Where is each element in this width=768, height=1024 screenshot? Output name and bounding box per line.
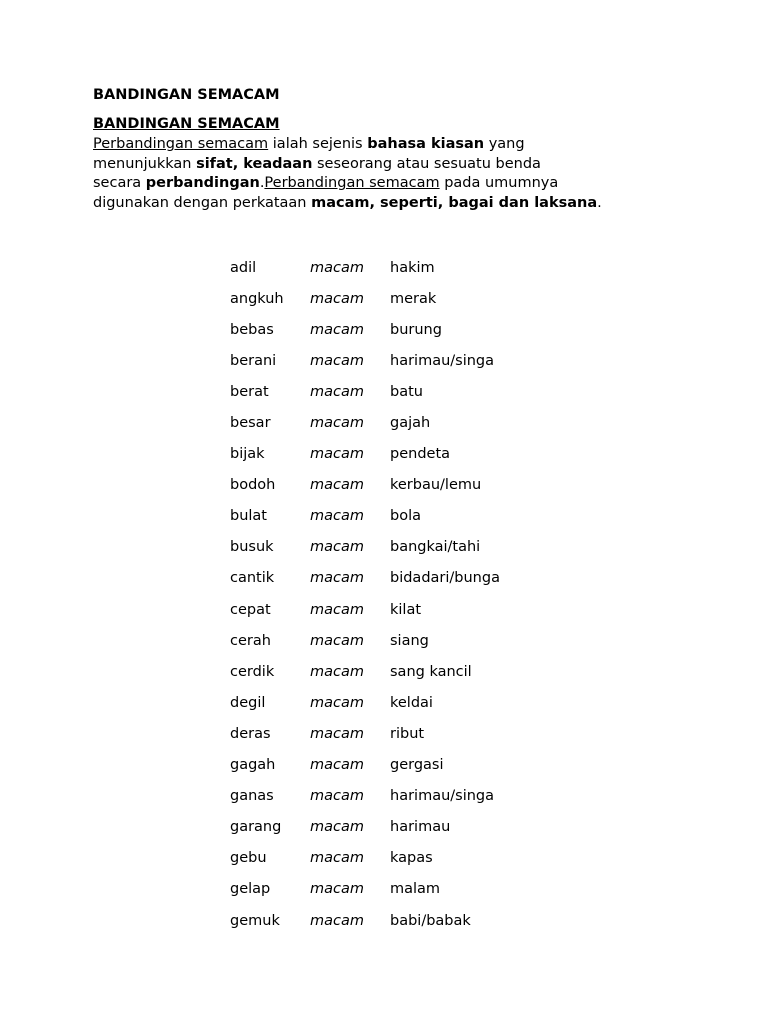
simile-adjective: berat — [230, 383, 269, 400]
simile-adjective: cepat — [230, 601, 271, 618]
simile-comparison: sang kancil — [390, 663, 472, 680]
simile-adjective: busuk — [230, 539, 274, 556]
simile-adjective: gemuk — [230, 912, 280, 929]
simile-adjective: gagah — [230, 757, 276, 774]
simile-connector: macam — [310, 912, 364, 929]
simile-connector: macam — [310, 352, 364, 369]
simile-connector: macam — [310, 601, 364, 618]
simile-row — [230, 781, 590, 812]
intro-text: digunakan dengan perkataan — [93, 194, 312, 211]
intro-term-2: Perbandingan semacam — [264, 175, 440, 192]
simile-adjective: gebu — [230, 850, 267, 867]
simile-row — [230, 314, 590, 345]
simile-comparison: burung — [390, 321, 442, 338]
simile-row — [230, 718, 590, 749]
simile-connector: macam — [310, 477, 364, 494]
simile-row — [230, 750, 590, 781]
simile-adjective: ganas — [230, 788, 274, 805]
simile-comparison: keldai — [390, 694, 433, 711]
simile-adjective: besar — [230, 415, 271, 432]
simile-connector: macam — [310, 570, 364, 587]
simile-connector: macam — [310, 757, 364, 774]
simile-comparison: gajah — [390, 415, 431, 432]
simile-comparison: malam — [390, 881, 441, 898]
simile-row — [230, 439, 590, 470]
document-title: BANDINGAN SEMACAM — [93, 87, 280, 103]
simile-row — [230, 812, 590, 843]
simile-row — [230, 656, 590, 687]
simile-connector: macam — [310, 850, 364, 867]
simile-row — [230, 376, 590, 407]
simile-connector: macam — [310, 694, 364, 711]
simile-comparison: kapas — [390, 850, 433, 867]
intro-text: secara — [93, 175, 146, 192]
simile-connector: macam — [310, 881, 364, 898]
simile-row — [230, 532, 590, 563]
section-heading: BANDINGAN SEMACAM — [93, 116, 280, 132]
simile-connector: macam — [310, 539, 364, 556]
simile-row — [230, 874, 590, 905]
simile-connector: macam — [310, 383, 364, 400]
simile-comparison: hakim — [390, 259, 435, 276]
simile-adjective: deras — [230, 725, 271, 742]
intro-paragraph — [93, 135, 693, 213]
intro-bold: perbandingan — [145, 175, 260, 192]
simile-table — [230, 252, 590, 936]
simile-comparison: siang — [390, 632, 429, 649]
simile-adjective: bijak — [230, 446, 265, 463]
simile-adjective: adil — [230, 259, 257, 276]
simile-row — [230, 283, 590, 314]
simile-comparison: bola — [390, 508, 421, 525]
simile-comparison: merak — [390, 290, 437, 307]
intro-text: seseorang atau sesuatu benda — [312, 155, 541, 172]
simile-connector: macam — [310, 446, 364, 463]
simile-connector: macam — [310, 415, 364, 432]
intro-bold: sifat, keadaan — [196, 155, 313, 172]
intro-text: . — [597, 194, 602, 211]
simile-comparison: batu — [390, 383, 423, 400]
simile-connector: macam — [310, 259, 364, 276]
simile-comparison: kilat — [390, 601, 422, 618]
simile-row — [230, 470, 590, 501]
simile-comparison: pendeta — [390, 446, 451, 463]
intro-text: menunjukkan — [93, 155, 197, 172]
intro-bold: macam, seperti, bagai dan laksana — [311, 194, 598, 211]
simile-table-body — [230, 252, 590, 936]
simile-comparison: babi/babak — [390, 912, 471, 929]
simile-row — [230, 625, 590, 656]
intro-bold: bahasa kiasan — [367, 136, 485, 152]
simile-connector: macam — [310, 321, 364, 338]
simile-comparison: gergasi — [390, 757, 444, 774]
simile-connector: macam — [310, 725, 364, 742]
simile-comparison: harimau/singa — [390, 788, 495, 805]
simile-comparison: harimau/singa — [390, 352, 495, 369]
simile-adjective: garang — [230, 819, 282, 836]
simile-adjective: cantik — [230, 570, 275, 587]
simile-comparison: ribut — [390, 725, 425, 742]
intro-text: . — [259, 175, 265, 192]
simile-adjective: cerah — [230, 632, 271, 649]
simile-row — [230, 905, 590, 936]
simile-row — [230, 687, 590, 718]
simile-row — [230, 407, 590, 438]
simile-connector: macam — [310, 663, 364, 680]
simile-adjective: bulat — [230, 508, 267, 525]
simile-row — [230, 843, 590, 874]
simile-comparison: harimau — [390, 819, 451, 836]
intro-text: ialah sejenis — [268, 136, 368, 152]
simile-connector: macam — [310, 819, 364, 836]
simile-adjective: gelap — [230, 881, 271, 898]
simile-adjective: cerdik — [230, 663, 275, 680]
simile-connector: macam — [310, 788, 364, 805]
simile-adjective: berani — [230, 352, 277, 369]
intro-text: yang — [484, 136, 525, 152]
simile-comparison: bidadari/bunga — [390, 570, 500, 587]
simile-connector: macam — [310, 508, 364, 525]
simile-row — [230, 501, 590, 532]
simile-row — [230, 252, 590, 283]
simile-adjective: degil — [230, 694, 266, 711]
intro-text: pada umumnya — [439, 175, 559, 192]
simile-row — [230, 563, 590, 594]
simile-adjective: bodoh — [230, 477, 276, 494]
simile-connector: macam — [310, 290, 364, 307]
simile-comparison: bangkai/tahi — [390, 539, 481, 556]
simile-connector: macam — [310, 632, 364, 649]
simile-row — [230, 594, 590, 625]
simile-adjective: bebas — [230, 321, 274, 338]
simile-adjective: angkuh — [230, 290, 284, 307]
simile-comparison: kerbau/lemu — [390, 477, 482, 494]
simile-row — [230, 345, 590, 376]
intro-term-1: Perbandingan semacam — [93, 136, 269, 152]
